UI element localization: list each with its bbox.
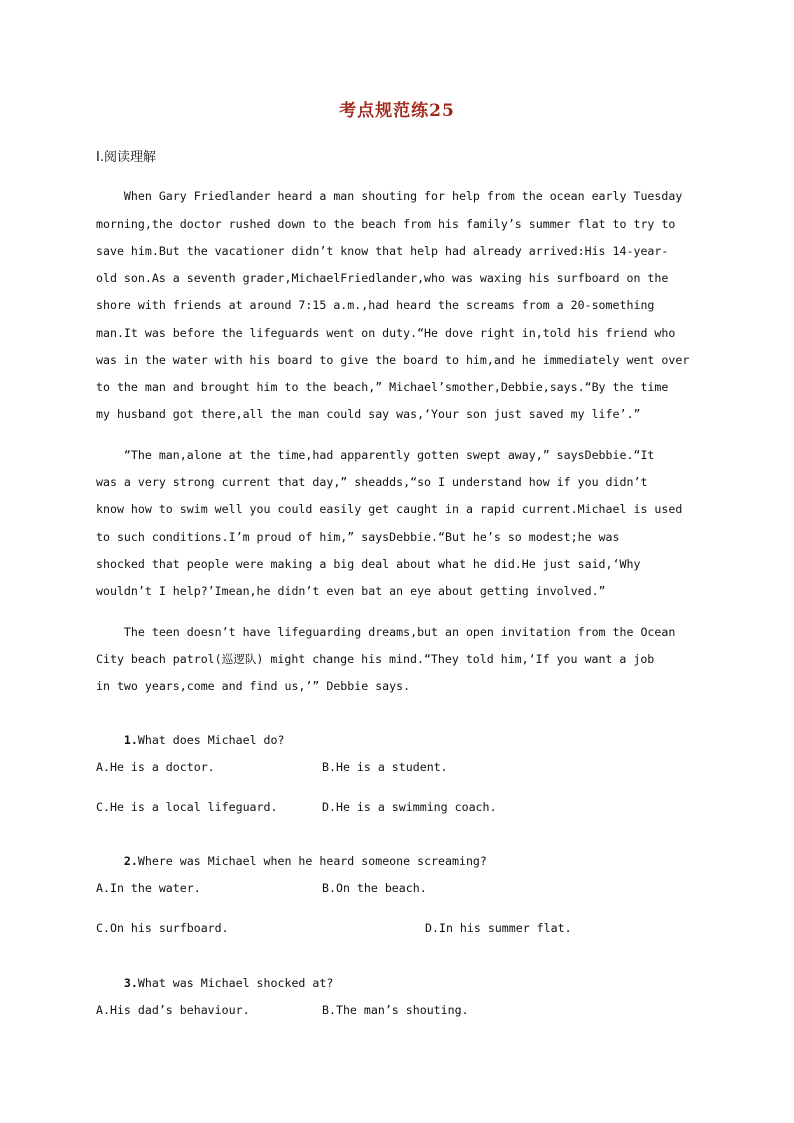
passage-line: old son.As a seventh grader,MichaelFriedlander,who was waxing his surfboard on the — [96, 271, 669, 285]
option-1c: C.He is a local lifeguard. — [96, 800, 278, 814]
question-2 — [96, 840, 487, 882]
passage-line: to such conditions.I’m proud of him,” saysDebbie.“But he’s so modest;he was — [96, 530, 620, 544]
section-heading: Ⅰ.阅读理解 — [96, 150, 156, 165]
option-1a: A.He is a doctor. — [96, 760, 215, 774]
question-text: What was Michael shocked at? — [137, 976, 334, 990]
option-3a: A.His dad’s behaviour. — [96, 1003, 250, 1017]
option-2b: B.On the beach. — [322, 881, 427, 895]
passage-line: shore with friends at around 7:15 a.m.,had heard the screams from a 20-something — [96, 298, 655, 312]
passage-line: save him.But the vacationer didn’t know that help had already arrived:His 14-year- — [96, 244, 669, 258]
passage-line: morning,the doctor rushed down to the beach from his family’s summer flat to try to — [96, 217, 676, 231]
passage-line: man.It was before the lifeguards went on duty.“He dove right in,told his friend who — [96, 326, 676, 340]
option-2a: A.In the water. — [96, 881, 201, 895]
question-text: Where was Michael when he heard someone screaming? — [137, 854, 487, 868]
passage-line: was in the water with his board to give the board to him,and he immediately went over — [96, 353, 690, 367]
passage-line: was a very strong current that day,” sheadds,“so I understand how if you didn’t — [96, 475, 648, 489]
passage-line: “The man,alone at the time,had apparently gotten swept away,” saysDebbie.“It — [96, 448, 655, 462]
passage-line: my husband got there,all the man could say was,‘Your son just saved my life’.” — [96, 407, 641, 421]
question-number: 2. — [123, 854, 138, 868]
question-1 — [96, 719, 284, 761]
passage-line: wouldn’t I help?’Imean,he didn’t even bat an eye about getting involved.” — [96, 584, 606, 598]
question-text: What does Michael do? — [137, 733, 285, 747]
option-2d: D.In his summer flat. — [425, 921, 572, 935]
passage-line: City beach patrol(巡逻队) might change his mind.“They told him,‘If you want a job — [96, 652, 655, 666]
option-3b: B.The man’s shouting. — [322, 1003, 469, 1017]
page-title: 考点规范练25 — [339, 101, 455, 121]
passage-line: When Gary Friedlander heard a man shouting for help from the ocean early Tuesday — [96, 189, 683, 203]
question-number: 1. — [123, 733, 138, 747]
passage-line: in two years,come and find us,’” Debbie says. — [96, 679, 411, 693]
passage-line: to the man and brought him to the beach,” Michael’smother,Debbie,says.“By the time — [96, 380, 669, 394]
passage-line: The teen doesn’t have lifeguarding dreams,but an open invitation from the Ocean — [96, 625, 676, 639]
passage-line: shocked that people were making a big deal about what he did.He just said,‘Why — [96, 557, 641, 571]
question-number: 3. — [123, 976, 138, 990]
option-1b: B.He is a student. — [322, 760, 448, 774]
option-1d: D.He is a swimming coach. — [322, 800, 497, 814]
option-2c: C.On his surfboard. — [96, 921, 229, 935]
question-3 — [96, 962, 333, 1004]
passage-line: know how to swim well you could easily get caught in a rapid current.Michael is used — [96, 502, 683, 516]
